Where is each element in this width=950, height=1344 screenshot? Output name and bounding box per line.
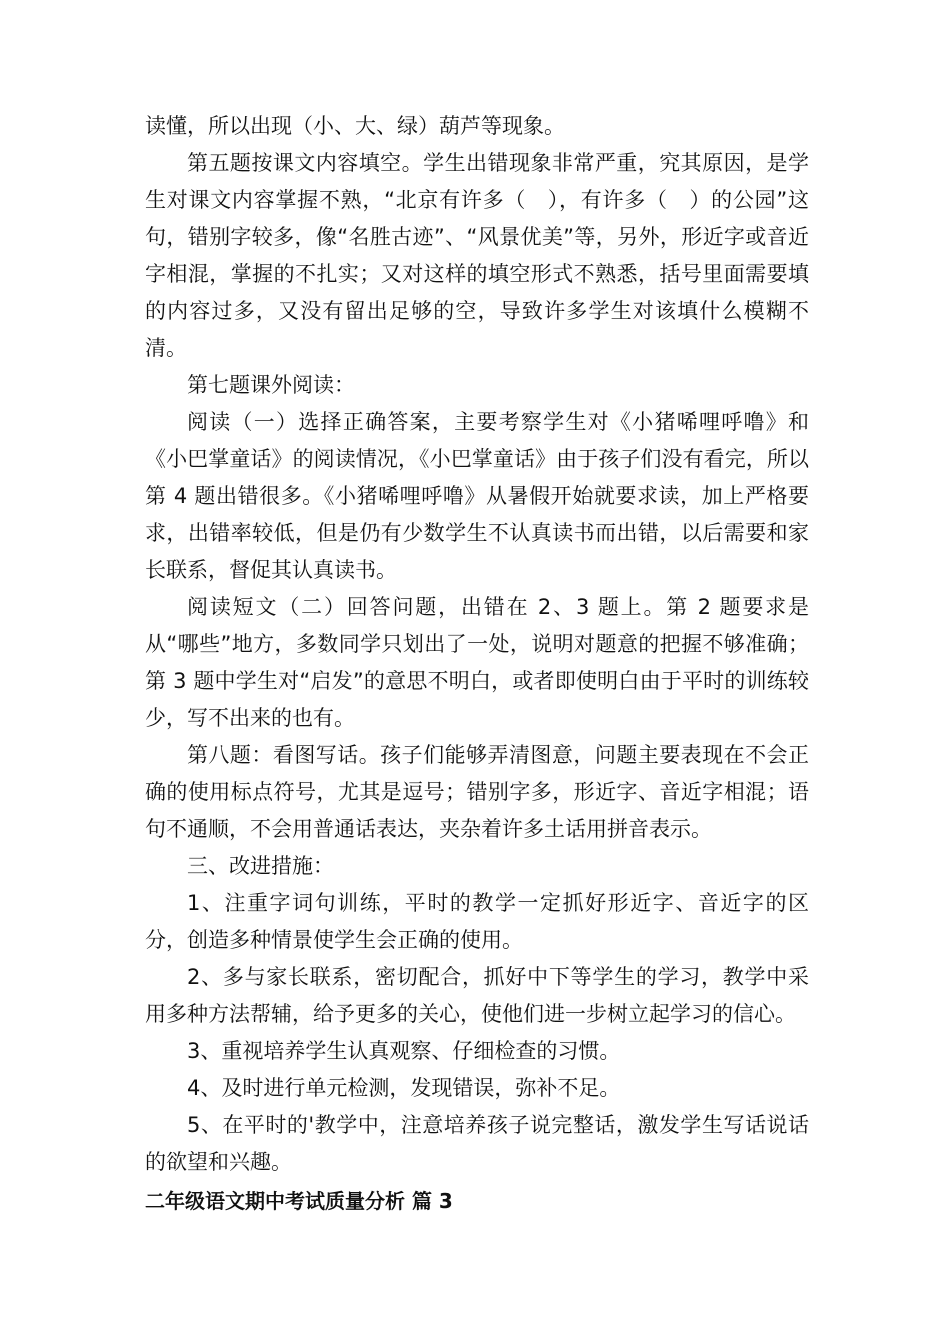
section-heading: 二年级语文期中考试质量分析 篇 3 (145, 1189, 453, 1213)
paragraph-continuation: 读懂，所以出现（小、大、绿）葫芦等现象。 (145, 114, 565, 138)
paragraph-measure-5: 5、在平时的'教学中，注意培养孩子说完整话，激发学生写话说话的欲望和兴趣。 (145, 1113, 809, 1174)
paragraph-question-7-title: 第七题课外阅读： (187, 373, 355, 397)
paragraph-measure-1: 1、注重字词句训练，平时的教学一定抓好形近字、音近字的区分，创造多种情景使学生会正确的使用。 (145, 891, 809, 952)
paragraph-measure-3: 3、重视培养学生认真观察、仔细检查的习惯。 (187, 1039, 621, 1063)
paragraph-measure-2: 2、多与家长联系，密切配合，抓好中下等学生的学习，教学中采用多种方法帮辅，给予更多的关心，使他们进一步树立起学习的信心。 (145, 965, 809, 1026)
paragraph-improvement-title: 三、改进措施： (187, 854, 334, 878)
paragraph-reading-2: 阅读短文（二）回答问题，出错在 2、3 题上。第 2 题要求是从“哪些”地方，多数同学只划出了一处，说明对题意的把握不够准确；第 3 题中学生对“启发”的意思不明白，或者即使明白由于平时的训练较少，写不出来的也有。 (145, 595, 809, 730)
paragraph-question-5: 第五题按课文内容填空。学生出错现象非常严重，究其原因，是学生对课文内容掌握不熟，“北京有许多（ ），有许多（ ）的公园”这句，错别字较多，像“名胜古迹”、“风景优美”等，另外，形近字或音近字相混，掌握的不扎实；又对这样的填空形式不熟悉，括号里面需要填的内容过多，又没有留出足够的空，导致许多学生对该填什么模糊不清。 (145, 151, 809, 360)
paragraph-reading-1: 阅读（一）选择正确答案，主要考察学生对《小猪唏哩呼噜》和《小巴掌童话》的阅读情况，《小巴掌童话》由于孩子们没有看完，所以第 4 题出错很多。《小猪唏哩呼噜》从暑假开始就要求读，加上严格要求，出错率较低，但是仍有少数学生不认真读书而出错，以后需要和家长联系，督促其认真读书。 (145, 410, 809, 582)
paragraph-measure-4: 4、及时进行单元检测，发现错误，弥补不足。 (187, 1076, 621, 1100)
document-body (145, 108, 809, 1220)
paragraph-question-8: 第八题：看图写话。孩子们能够弄清图意，问题主要表现在不会正确的使用标点符号，尤其是逗号；错别字多，形近字、音近字相混；语句不通顺，不会用普通话表达，夹杂着许多土话用拼音表示。 (145, 743, 809, 841)
